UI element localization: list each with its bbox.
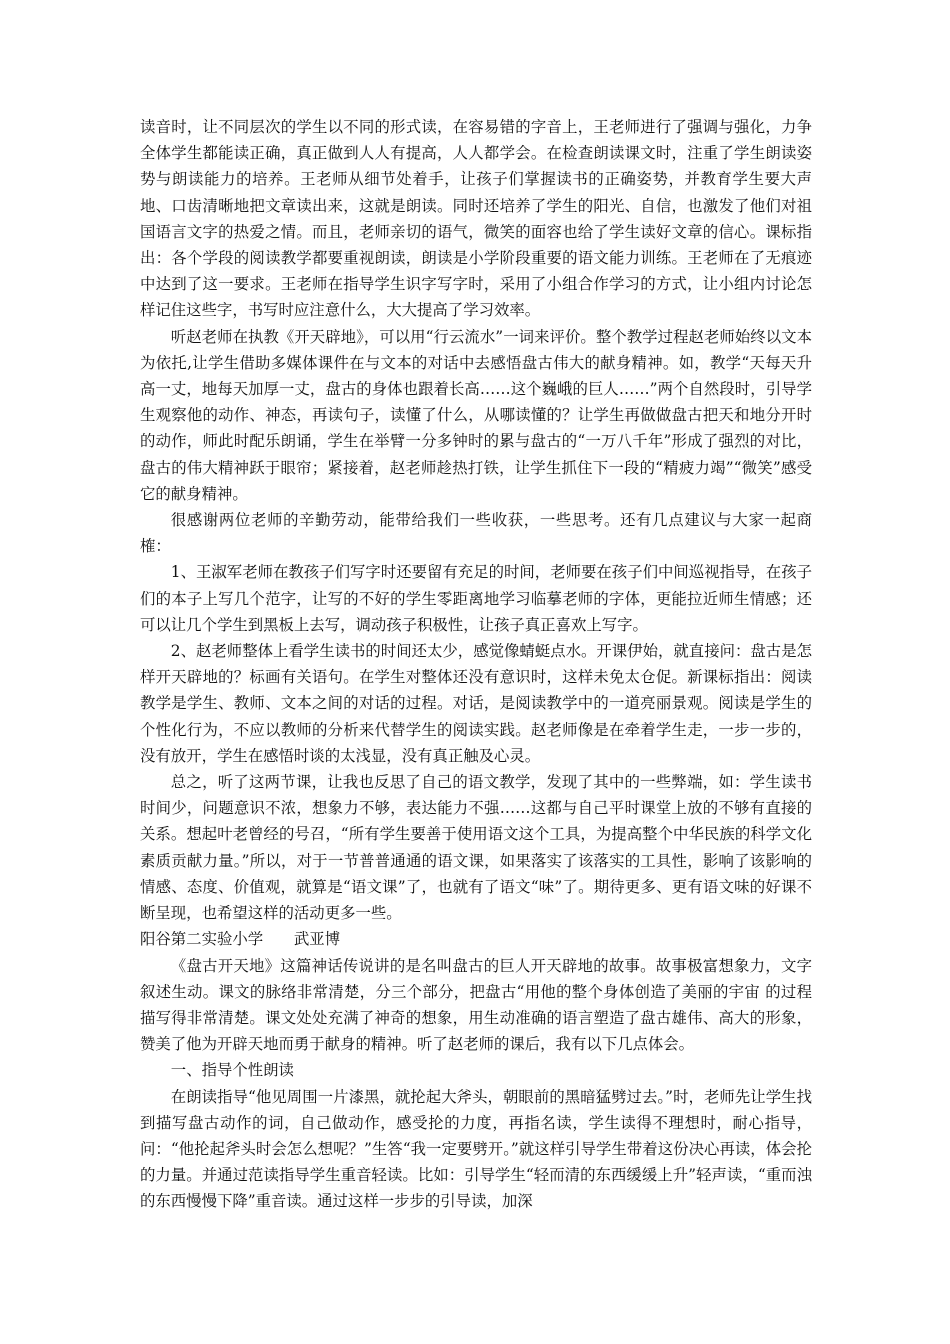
paragraph-suggestions-intro: 很感谢两位老师的辛勤劳动，能带给我们一些收获，一些思考。还有几点建议与大家一起商榷：	[140, 511, 812, 556]
paragraph-suggestion-1: 1、王淑军老师在教孩子们写字时还要留有充足的时间，老师要在孩子们中间巡视指导，在孩子们的本子上写几个范字，让写的不好的学生零距离地学习临摹老师的字体，更能拉近师生情感；还可以让几个学生到黑板上去写，调动孩子积极性，让孩子真正喜欢上写字。	[140, 563, 812, 634]
paragraph-reading-practice: 读音时，让不同层次的学生以不同的形式读，在容易错的字音上，王老师进行了强调与强化，力争全体学生都能读正确，真正做到人人有提高，人人都学会。在检查朗读课文时，注重了学生朗读姿势与朗读能力的培养。王老师从细节处着手，让孩子们掌握读书的正确姿势，并教育学生要大声地、口齿清晰地把文章读出来，这就是朗读。同时还培养了学生的阳光、自信，也激发了他们对祖国语言文字的热爱之情。而且，老师亲切的语气，微笑的面容也给了学生读好文章的信心。课标指出：各个学段的阅读教学都要重视朗读，朗读是小学阶段重要的语文能力训练。王老师在了无痕迹中达到了这一要求。王老师在指导学生识字写字时，采用了小组合作学习的方式，让小组内讨论怎样记住这些字，书写时应注意什么，大大提高了学习效率。	[140, 118, 812, 320]
paragraph-teacher-zhao-review: 听赵老师在执教《开天辟地》，可以用“行云流水”一词来评价。整个教学过程赵老师始终以文本为依托,让学生借助多媒体课件在与文本的对话中去感悟盘古伟大的献身精神。如，教学“天每天升高一丈，地每天加厚一丈，盘古的身体也跟着长高……这个巍峨的巨人……”两个自然段时，引导学生观察他的动作、神态，再读句子，读懂了什么，从哪读懂的？让学生再做做盘古把天和地分开时的动作，师此时配乐朗诵，学生在举臂一分多钟时的累与盘古的“一万八千年”形成了强烈的对比，盘古的伟大精神跃于眼帘；紧接着，赵老师趁热打铁，让学生抓住下一段的“精疲力竭”“微笑”感受它的献身精神。	[140, 327, 812, 503]
paragraph-pangu-intro: 《盘古开天地》这篇神话传说讲的是名叫盘古的巨人开天辟地的故事。故事极富想象力，文字叙述生动。课文的脉络非常清楚，分三个部分，把盘古“用他的整个身体创造了美丽的宇宙 的过程描写得非常清楚。课文处处充满了神奇的想象，用生动准确的语言塑造了盘古雄伟、高大的形象，赞美了他为开辟天地而勇于献身的精神。听了赵老师的课后，我有以下几点体会。	[140, 956, 812, 1054]
paragraph-suggestion-2: 2、赵老师整体上看学生读书的时间还太少，感觉像蜻蜓点水。开课伊始，就直接问：盘古是怎样开天辟地的？标画有关语句。在学生对整体还没有意识时，这样未免太仓促。新课标指出：阅读教学是学生、教师、文本之间的对话的过程。对话，是阅读教学中的一道亮丽景观。阅读是学生的个性化行为，不应以教师的分析来代替学生的阅读实践。赵老师像是在牵着学生走，一步一步的，没有放开，学生在感悟时谈的太浅显，没有真正触及心灵。	[140, 642, 812, 765]
section-heading-reading-guidance: 一、指导个性朗读	[170, 1061, 294, 1080]
author-byline: 阳谷第二实验小学 武亚博	[140, 930, 341, 949]
paragraph-conclusion: 总之，听了这两节课，让我也反思了自己的语文教学，发现了其中的一些弊端，如：学生读书时间少，问题意识不浓，想象力不够，表达能力不强……这都与自己平时课堂上放的不够有直接的关系。想起叶老曾经的号召，“所有学生要善于使用语文这个工具，为提高整个中华民族的科学文化素质贡献力量。”所以，对于一节普普通通的语文课，如果落实了该落实的工具性，影响了该影响的情感、态度、价值观，就算是“语文课”了，也就有了语文“味”了。期待更多、更有语文味的好课不断呈现，也希望这样的活动更多一些。	[140, 773, 812, 923]
paragraph-reading-guidance: 在朗读指导“他见周围一片漆黑，就抡起大斧头，朝眼前的黑暗猛劈过去。”时，老师先让学生找到描写盘古动作的词，自己做动作，感受抡的力度，再指名读，学生读得不理想时，耐心指导，问：“他抡起斧头时会怎么想呢？”生答“我一定要劈开。”就这样引导学生带着这份决心再读，体会抡的力量。并通过范读指导学生重音轻读。比如：引导学生“轻而清的东西缓缓上升”轻声读，“重而浊的东西慢慢下降”重音读。通过这样一步步的引导读，加深	[140, 1087, 812, 1211]
document-page	[140, 114, 812, 1215]
